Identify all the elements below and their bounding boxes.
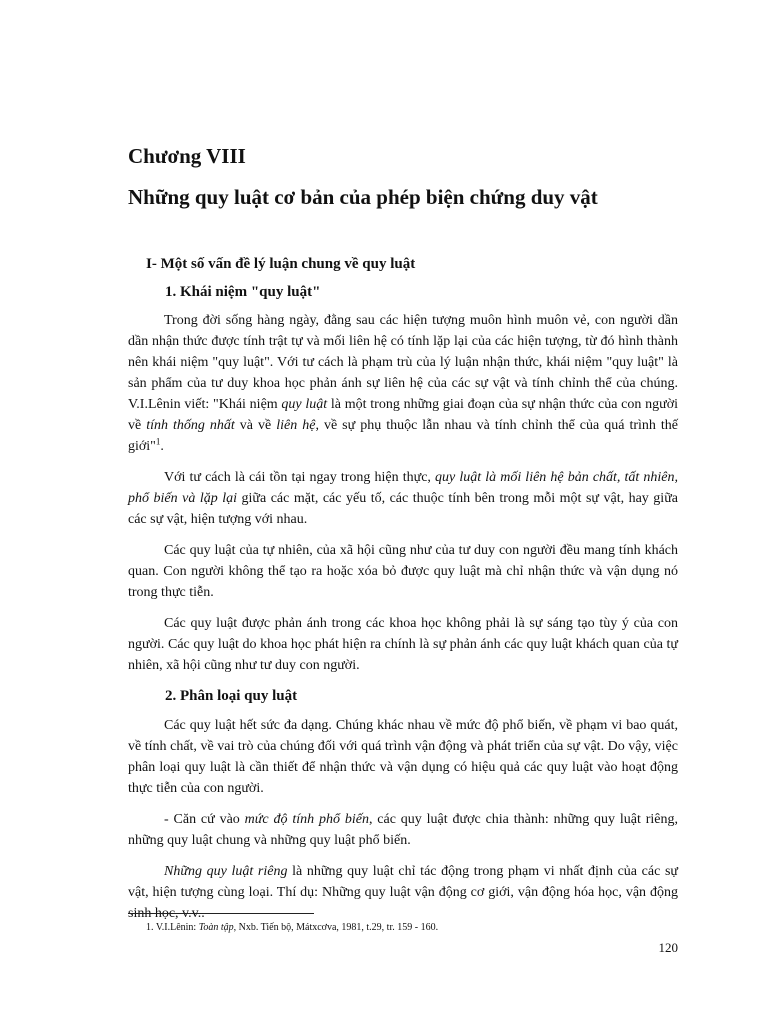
paragraph-2 — [128, 467, 678, 530]
text-run: Với tư cách là cái tồn tại ngay trong hiện thực, — [164, 470, 436, 485]
footnote-work: Toàn tập — [198, 922, 234, 933]
paragraph-3: Các quy luật của tự nhiên, của xã hội cũng như của tư duy con người đều mang tính khách quan. Con người không thể tạo ra hoặc xóa bỏ được quy luật mà chỉ nhận thức và vận dụng nó trong thực tiễn. — [128, 543, 678, 600]
paragraph-7 — [128, 861, 678, 924]
italic-run: liên hệ — [276, 418, 316, 433]
subsection-heading-concept: 1. Khái niệm "quy luật" — [165, 284, 321, 300]
italic-run: mức độ tính phổ biến — [244, 812, 369, 827]
text-run: giữa các mặt, các yếu tố, các thuộc tính bên trong mỗi một sự vật, hay giữa các sự vật, hiện tượng với nhau. — [128, 491, 678, 527]
paragraph-1 — [128, 310, 678, 457]
footnote-divider — [128, 913, 314, 914]
text-run: , về sự phụ thuộc lẫn nhau và tính chỉnh thể của quá trình thế giới" — [128, 418, 678, 454]
text-run: là những quy luật chỉ tác động trong phạm vi nhất định của các sự vật, hiện tượng cùng loại. Thí dụ: Những quy luật vận động cơ giới, vận động hóa học, vận động sinh học, v.v.. — [128, 864, 678, 921]
footnote-citation: , Nxb. Tiến bộ, Mátxcơva, 1981, t.29, tr. 159 - 160. — [233, 922, 439, 933]
italic-run: Những quy luật riêng — [164, 864, 288, 879]
footnote-number: 1. — [146, 922, 154, 933]
chapter-label: Chương VIII — [128, 144, 246, 168]
paragraph-6 — [128, 809, 678, 851]
text-run: , các quy luật được chia thành: những quy luật riêng, những quy luật chung và những quy luật phổ biến. — [128, 812, 679, 848]
paragraph-4: Các quy luật được phản ánh trong các khoa học không phải là sự sáng tạo tùy ý của con người. Các quy luật do khoa học phát hiện ra chính là sự phản ánh các quy luật khách quan của tự nhiên, xã hội cũng như tư duy con người. — [128, 616, 678, 673]
paragraph-5: Các quy luật hết sức đa dạng. Chúng khác nhau về mức độ phổ biến, về phạm vi bao quát, về tính chất, về vai trò của chúng đối với quá trình vận động và phát triển của sự vật. Do vậy, việc phân loại quy luật là cần thiết để nhận thức và vận dụng có hiệu quả các quy luật vào hoạt động thực tiễn của con người. — [128, 718, 678, 796]
footnote — [146, 922, 666, 933]
text-run: Trong đời sống hàng ngày, đằng sau các hiện tượng muôn hình muôn vẻ, con người dần dần nhận thức được tính trật tự và mối liên hệ có tính lặp lại của các hiện tượng, từ đó hình thành nên khái niệm "quy luật". Với tư cách là phạm trù của lý luận nhận thức, khái niệm "quy luật" là sản phẩm của tư duy khoa học phản ánh sự liên hệ của các sự vật và tính chỉnh thể của chúng. V.I.Lênin viết: "Khái niệm — [128, 313, 678, 412]
text-run: - Căn cứ vào — [164, 812, 245, 827]
page-number: 120 — [658, 940, 678, 955]
italic-run: quy luật là mối liên hệ bản chất, tất nhiên, phổ biến và lặp lại — [128, 470, 679, 506]
subsection-heading-classification: 2. Phân loại quy luật — [165, 688, 298, 704]
text-run: và về — [234, 418, 277, 433]
text-run: là một trong những giai đoạn của sự nhận thức của con người về — [128, 397, 678, 433]
section-heading: I- Một số vấn đề lý luận chung về quy luật — [146, 256, 416, 272]
italic-run: quy luật — [281, 397, 328, 412]
footnote-author: V.I.Lênin: — [153, 922, 199, 933]
italic-run: tính thống nhất — [146, 418, 235, 433]
body-text — [128, 310, 678, 934]
text-run: . — [160, 439, 164, 454]
chapter-title: Những quy luật cơ bản của phép biện chứng duy vật — [128, 185, 598, 209]
footnote-ref: 1 — [155, 436, 161, 447]
